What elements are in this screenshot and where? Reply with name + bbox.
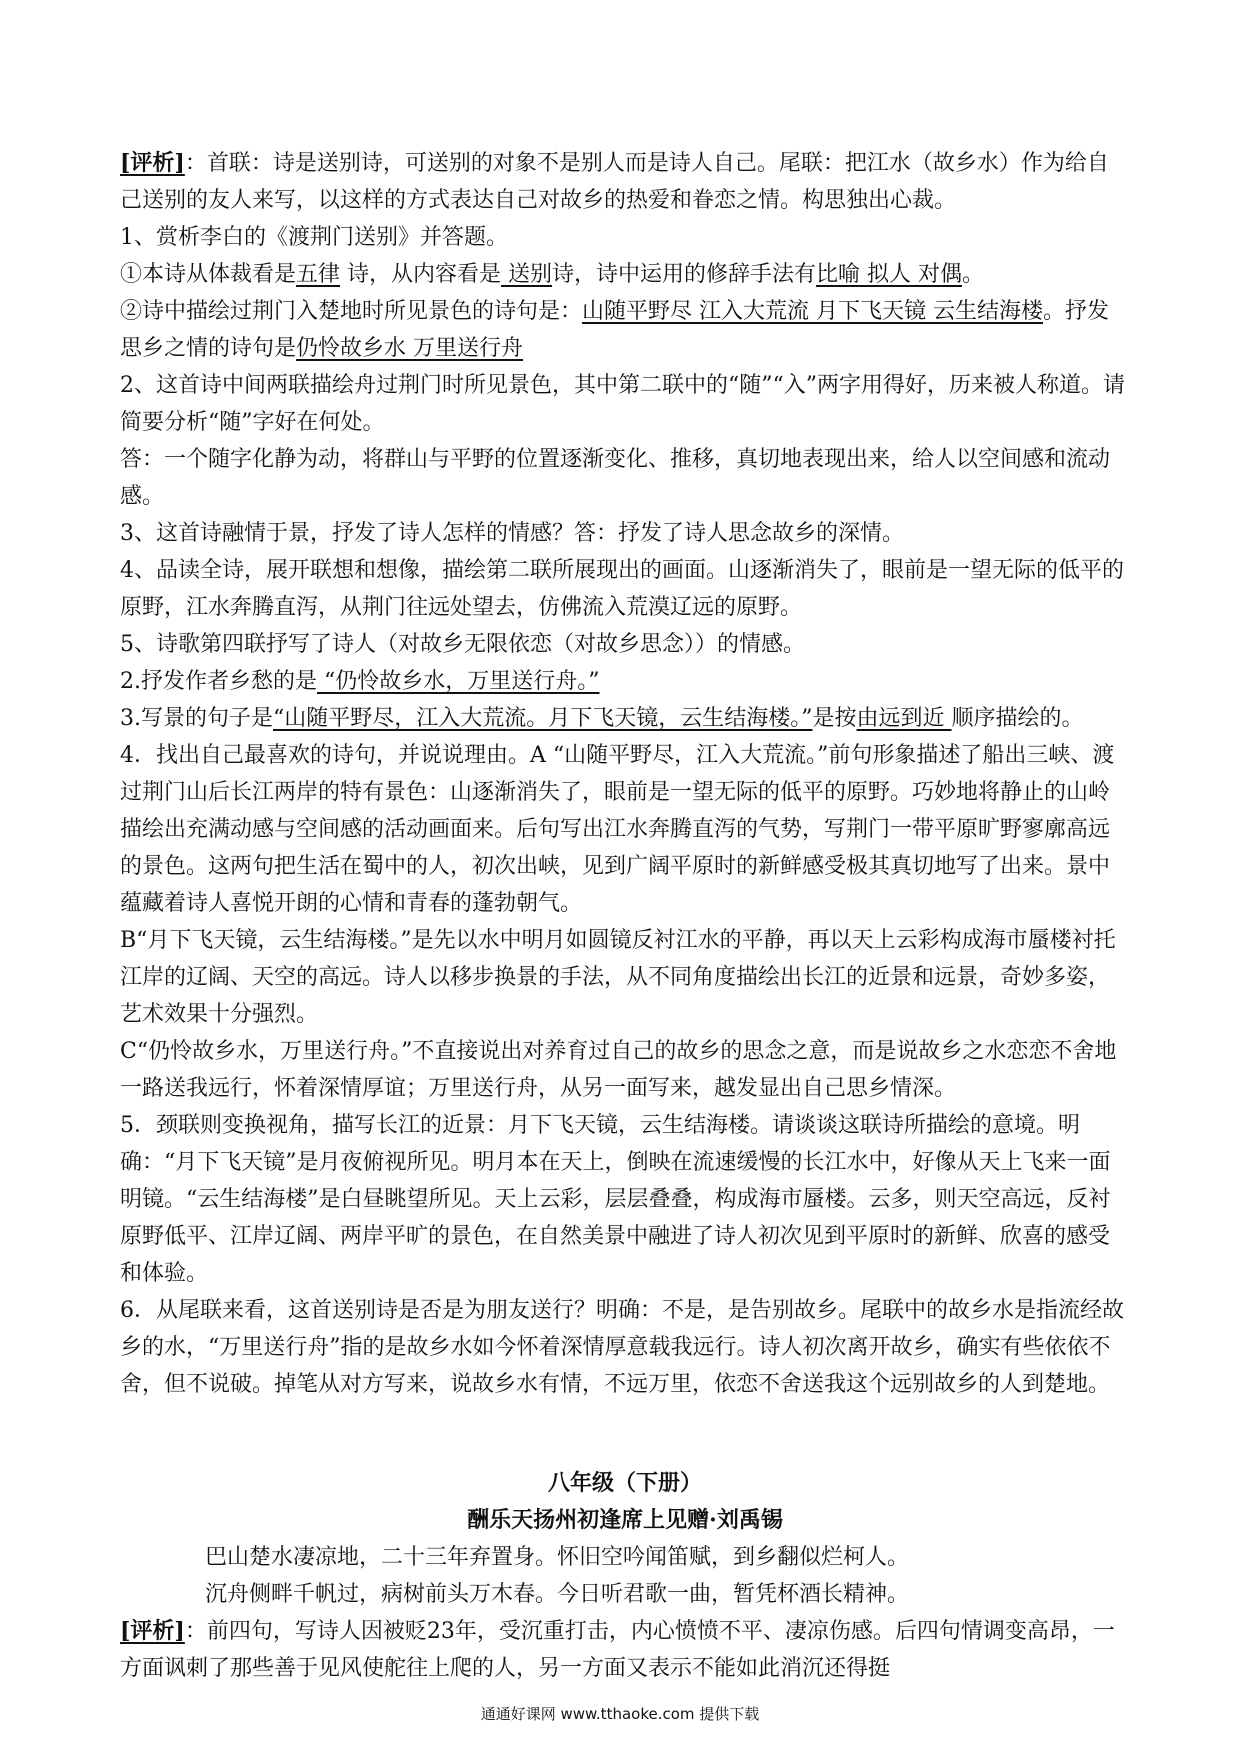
- question-4: 4、品读全诗，展开联想和想像，描绘第二联所展现出的画面。山逐渐消失了，眼前是一望无际的低平的原野，江水奔腾直泻，从荆门往远处望去，仿佛流入荒漠辽远的原野。: [120, 558, 1125, 620]
- item-6-tail-couplet: 6．从尾联来看，这首送别诗是否是为朋友送行？明确：不是，是告别故乡。尾联中的故乡水是指流经故乡的水，“万里送行舟”指的是故乡水如今怀着深情厚意载我远行。诗人初次离开故乡，确实有些依依不舍，但不说破。掉笔从对方写来，说故乡水有情，不远万里，依恋不舍送我这个远别故乡的人到楚地。: [120, 1298, 1125, 1397]
- text-segment: 2.抒发作者乡愁的是: [120, 669, 317, 694]
- question-2: 2、这首诗中间两联描绘舟过荆门时所见景色，其中第二联中的“随”“入”两字用得好，历来被人称道。请简要分析“随”字好在何处。: [120, 373, 1125, 435]
- question-3: 3、这首诗融情于景，抒发了诗人怎样的情感？答：抒发了诗人思念故乡的深情。: [120, 521, 904, 546]
- text-segment: 诗，从内容看是: [340, 262, 502, 287]
- question-2-answer: 答：一个随字化静为动，将群山与平野的位置逐渐变化、推移，真切地表现出来，给人以空间感和流动感。: [120, 447, 1111, 509]
- section-gap: [120, 1403, 1130, 1465]
- text-segment: 顺序描绘的。: [951, 706, 1084, 731]
- text-segment: 诗，诗中运用的修辞手法有: [552, 262, 817, 287]
- poem-title: 酬乐天扬州初逢席上见赠·刘禹锡: [467, 1507, 783, 1533]
- analysis-text: ：前四句，写诗人因被贬23年，受沉重打击，内心愤愤不平、凄凉伤感。后四句情调变高昂，一方面讽刺了那些善于见风使舵往上爬的人，另一方面又表示不能如此消沉还得挺: [120, 1619, 1115, 1681]
- analysis-paragraph-1: [120, 145, 1130, 219]
- item-5-neck-couplet: 5．颈联则变换视角，描写长江的近景：月下飞天镜，云生结海楼。请谈谈这联诗所描绘的意境。明确：“月下飞天镜”是月夜俯视所见。明月本在天上，倒映在流速缓慢的长江水中，好像从天上飞来一面明镜。“云生结海楼”是白昼眺望所见。天上云彩，层层叠叠，构成海市蜃楼。云多，则天空高远，反衬原野低平、江岸辽阔、两岸平旷的景色，在自然美景中融进了诗人初次见到平原时的新鲜、欣喜的感受和体验。: [120, 1113, 1111, 1286]
- content-body: [120, 145, 1130, 1687]
- item-3-scenery-lines: [120, 700, 1130, 737]
- analysis-tag: [评析]: [120, 1618, 185, 1644]
- item-4-favorite-lines-c: C“仍怜故乡水，万里送行舟。”不直接说出对养育过自己的故乡的思念之意，而是说故乡之水恋恋不舍地一路送我远行，怀着深情厚谊；万里送行舟，从另一面写来，越发显出自己思乡情深。: [120, 1039, 1117, 1101]
- text-segment: 3.写景的句子是: [120, 706, 273, 731]
- answer-underline: 仍怜故乡水 万里送行舟: [296, 336, 524, 361]
- poem-line-1: 巴山楚水凄凉地，二十三年弃置身。怀旧空吟闻笛赋，到乡翻似烂柯人。: [205, 1545, 910, 1570]
- item-4-favorite-lines-b: B“月下飞天镜，云生结海楼。”是先以水中明月如圆镜反衬江水的平静，再以天上云彩构成海市蜃楼衬托江岸的辽阔、天空的高远。诗人以移步换景的手法，从不同角度描绘出长江的近景和远景，奇妙多姿，艺术效果十分强烈。: [120, 928, 1116, 1027]
- page-footer: 通通好课网 www.tthaoke.com 提供下载: [480, 1705, 760, 1723]
- question-1-answer-1: [120, 256, 1130, 293]
- answer-underline: 五律: [296, 262, 341, 287]
- item-2-homesick-line: [120, 663, 1130, 700]
- item-4-favorite-lines-a: 4．找出自己最喜欢的诗句，并说说理由。A “山随平野尽，江入大荒流。”前句形象描述了船出三峡、渡过荆门山后长江两岸的特有景色：山逐渐消失了，眼前是一望无际的低平的原野。巧妙地将静止的山岭描绘出充满动感与空间感的活动画面来。后句写出江水奔腾直泻的气势，写荆门一带平原旷野寥廓高远的景色。这两句把生活在蜀中的人，初次出峡，见到广阔平原时的新鲜感受极其真切地写了出来。景中蕴藏着诗人喜悦开朗的心情和青春的蓬勃朝气。: [120, 743, 1115, 916]
- answer-underline: 由远到近: [856, 706, 952, 731]
- question-1-answer-2: [120, 293, 1130, 367]
- text-segment: 是按: [812, 706, 857, 731]
- answer-underline: 山随平野尽 江入大荒流 月下飞天镜 云生结海楼: [582, 299, 1043, 324]
- analysis-text: ：首联：诗是送别诗，可送别的对象不是别人而是诗人自己。尾联：把江水（故乡水）作为给自己送别的友人来写，以这样的方式表达自己对故乡的热爱和眷恋之情。构思独出心裁。: [120, 151, 1109, 213]
- analysis-tag: [评析]: [120, 150, 185, 176]
- text-segment: ①本诗从体裁看是: [120, 262, 297, 287]
- text-segment: ②诗中描绘过荆门入楚地时所见景色的诗句是：: [120, 299, 583, 324]
- answer-underline: “仍怜故乡水，万里送行舟。”: [317, 669, 600, 694]
- answer-underline: 比喻 拟人 对偶: [816, 262, 963, 287]
- section-heading: 八年级（下册）: [547, 1470, 702, 1496]
- answer-underline: 送别: [501, 262, 553, 287]
- question-1-title: 1、赏析李白的《渡荆门送别》并答题。: [120, 225, 508, 250]
- question-5: 5、诗歌第四联抒写了诗人（对故乡无限依恋（对故乡思念））的情感。: [120, 632, 805, 657]
- answer-underline: “山随平野尽，江入大荒流。月下飞天镜，云生结海楼。”: [273, 706, 813, 731]
- analysis-paragraph-2: [120, 1613, 1130, 1687]
- text-segment: 。: [962, 262, 985, 287]
- poem-line-2: 沉舟侧畔千帆过，病树前头万木春。今日听君歌一曲，暂凭杯酒长精神。: [205, 1582, 910, 1607]
- text-segment: 。抒发思乡之情的诗句是: [120, 299, 1110, 361]
